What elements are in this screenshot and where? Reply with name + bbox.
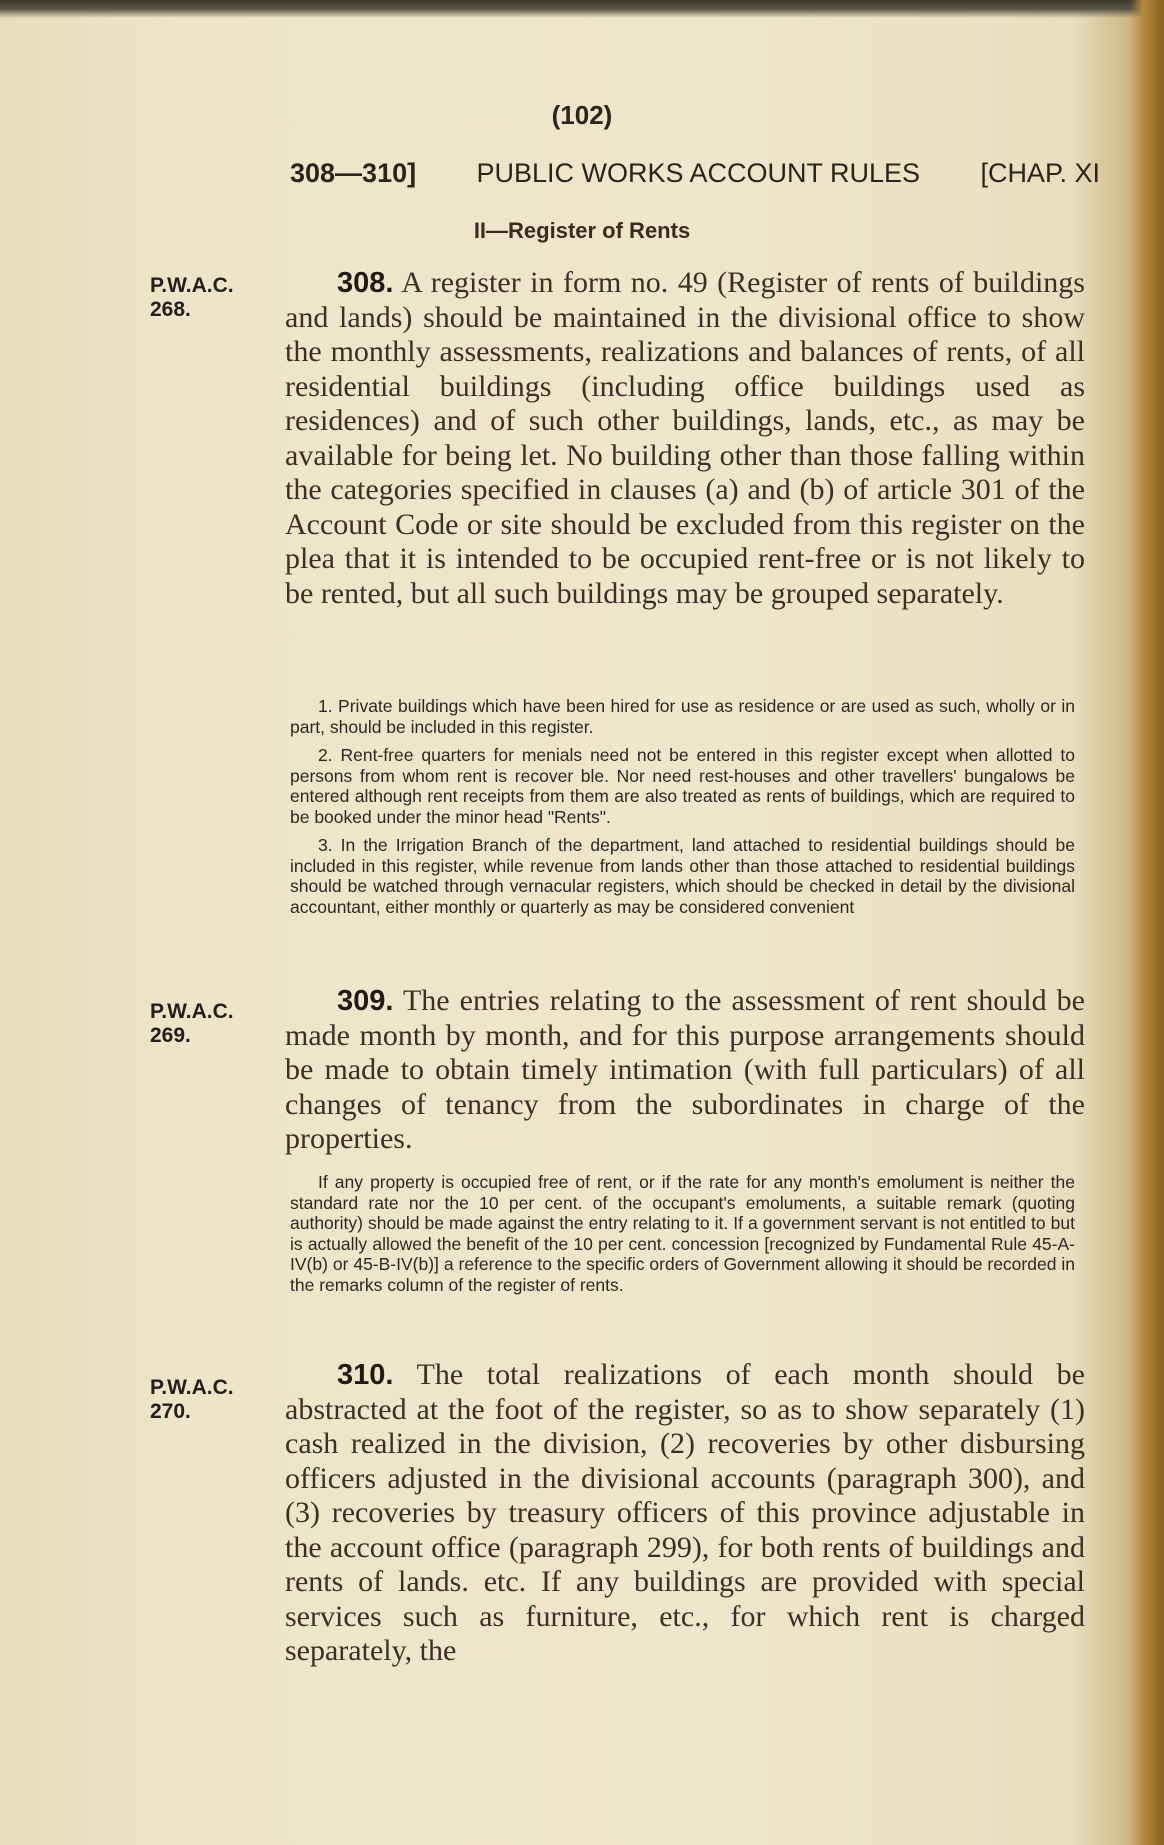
header-chapter: [CHAP. XI xyxy=(980,158,1100,188)
paragraph-308 xyxy=(285,266,1085,611)
section-subheading: II—Register of Rents xyxy=(473,218,691,243)
header-sections: 308—310] xyxy=(290,158,417,188)
note-item: If any property is occupied free of rent, or if the rate for any month's emolument is neither the standard rate nor the 10 per cent. of the occupant's emoluments, a suitable remark (quoting authority) should be made against the entry relating to it. If a government servant is not entitled to but is actually allowed the benefit of the 10 per cent. concession [recognized by Fundamental Rule 45-A-IV(b) or 45-B-IV(b)] a reference to the specific orders of Government allowing it should be recorded in the remarks column of the register of rents. xyxy=(290,1172,1075,1295)
note-item: 2. Rent-free quarters for menials need not be entered in this register except when allotted to persons from whom rent is recover ble. Nor need rest-houses and other travellers' bungalows be entered although rent receipts from them are also treated as rents of buildings, which are required to be booked under the minor head "Rents". xyxy=(290,745,1075,827)
paragraph-text: The entries relating to the assessment of rent should be made month by month, and for this purpose arrangements should be made to obtain timely intimation (with full particulars) of all changes of tenancy from the subordinates in charge of the properties. xyxy=(285,984,1085,1155)
page-top-edge xyxy=(0,0,1164,18)
note-item: 3. In the Irrigation Branch of the department, land attached to residential buildings should be included in this register, while revenue from lands other than those attached to residential buildings should be watched through vernacular registers, which should be checked in detail by the divisional accountant, either monthly or quarterly as may be considered convenient xyxy=(290,835,1075,917)
paragraph-310 xyxy=(285,1358,1085,1669)
paragraph-text: The total realizations of each month should be abstracted at the foot of the register, so as to show separately (1) cash realized in the division, (2) recoveries by other disbursing officers adjusted in the divisional accounts (paragraph 300), and (3) recoveries by treasury officers of this province adjustable in the account office (paragraph 299), for both rents of buildings and rents of lands. etc. If any buildings are provided with special services such as furniture, etc., for which rent is charged separately, the xyxy=(285,1358,1085,1667)
notes-308 xyxy=(290,696,1075,925)
book-spine-edge xyxy=(1130,0,1164,1845)
paragraph-309 xyxy=(285,984,1085,1157)
page-number: (102) xyxy=(551,100,613,130)
paragraph-number: 309. xyxy=(337,985,394,1017)
paragraph-number: 310. xyxy=(337,1359,394,1391)
note-item: 1. Private buildings which have been hired for use as residence or are used as such, wholly or in part, should be included in this register. xyxy=(290,696,1075,737)
header-title: PUBLIC WORKS ACCOUNT RULES xyxy=(476,158,921,188)
paragraph-number: 308. xyxy=(337,267,394,299)
note-309 xyxy=(290,1172,1075,1303)
margin-reference-309: P.W.A.C. 269. xyxy=(150,1000,234,1047)
running-header xyxy=(290,158,1100,189)
margin-reference-310: P.W.A.C. 270. xyxy=(150,1376,234,1423)
paragraph-text: A register in form no. 49 (Register of rents of buildings and lands) should be maintained in the divisional office to show the monthly assessments, realizations and balances of rents, of all residential buildings (including office buildings used as residences) and of such other buildings, lands, etc., as may be available for being let. No building other than those falling within the categories specified in clauses (a) and (b) of article 301 of the Account Code or site should be excluded from this register on the plea that it is intended to be occupied rent-free or is not likely to be rented, but all such buildings may be grouped separately. xyxy=(285,266,1085,610)
margin-reference-308: P.W.A.C. 268. xyxy=(150,274,234,321)
